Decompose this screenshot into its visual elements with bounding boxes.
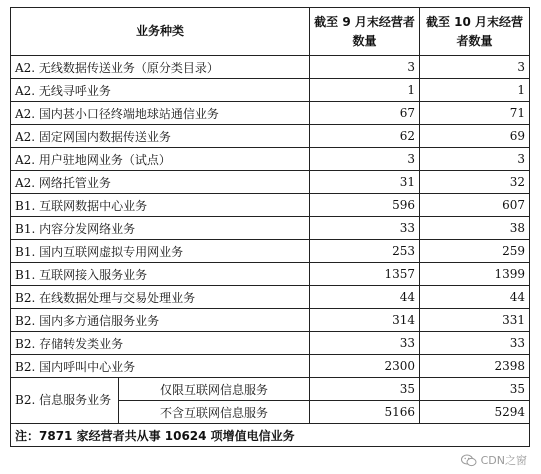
info-service-oct-count: 35 [420,378,530,401]
watermark [461,452,527,468]
table-body [11,56,530,447]
row-name: A2. 无线寻呼业务 [11,79,310,102]
row-oct-count: 1 [420,79,530,102]
row-sep-count: 1 [310,79,420,102]
row-name: A2. 无线数据传送业务（原分类目录） [11,56,310,79]
row-sep-count: 253 [310,240,420,263]
row-name: B1. 互联网数据中心业务 [11,194,310,217]
header-row [11,8,530,56]
row-name: A2. 用户驻地网业务（试点） [11,148,310,171]
table-row [11,194,530,217]
row-sep-count: 2300 [310,355,420,378]
row-name: B1. 内容分发网络业务 [11,217,310,240]
row-oct-count: 3 [420,148,530,171]
row-oct-count: 38 [420,217,530,240]
table-row [11,378,530,401]
row-sep-count: 3 [310,56,420,79]
row-sep-count: 33 [310,217,420,240]
row-sep-count: 314 [310,309,420,332]
wechat-icon [461,454,477,467]
table-row [11,148,530,171]
info-service-sep-count: 5166 [310,401,420,424]
row-oct-count: 607 [420,194,530,217]
header-category: 业务种类 [11,8,310,56]
row-oct-count: 1399 [420,263,530,286]
table-row [11,79,530,102]
row-name: B1. 互联网接入服务业务 [11,263,310,286]
info-service-oct-count: 5294 [420,401,530,424]
row-name: A2. 网络托管业务 [11,171,310,194]
row-oct-count: 32 [420,171,530,194]
row-oct-count: 2398 [420,355,530,378]
table-row [11,286,530,309]
row-oct-count: 44 [420,286,530,309]
row-sep-count: 3 [310,148,420,171]
row-name: A2. 国内甚小口径终端地球站通信业务 [11,102,310,125]
row-name: B2. 在线数据处理与交易处理业务 [11,286,310,309]
row-oct-count: 3 [420,56,530,79]
row-sep-count: 31 [310,171,420,194]
row-oct-count: 331 [420,309,530,332]
table-row [11,171,530,194]
table-row [11,217,530,240]
row-name: B2. 国内呼叫中心业务 [11,355,310,378]
table-row [11,332,530,355]
row-sep-count: 33 [310,332,420,355]
table-row [11,309,530,332]
row-sep-count: 1357 [310,263,420,286]
operators-table [10,7,530,447]
table-note: 注：7871 家经营者共从事 10624 项增值电信业务 [11,424,530,447]
row-name: B2. 国内多方通信服务业务 [11,309,310,332]
table-row [11,240,530,263]
header-october: 截至 10 月末经营者数量 [420,8,530,56]
row-oct-count: 33 [420,332,530,355]
row-name: B2. 存储转发类业务 [11,332,310,355]
info-service-sub-name: 不含互联网信息服务 [119,401,310,424]
table-row [11,125,530,148]
table-row [11,102,530,125]
table-row [11,263,530,286]
row-oct-count: 69 [420,125,530,148]
row-name: A2. 固定网国内数据传送业务 [11,125,310,148]
row-sep-count: 596 [310,194,420,217]
row-oct-count: 259 [420,240,530,263]
info-service-category: B2. 信息服务业务 [11,378,119,424]
row-sep-count: 62 [310,125,420,148]
table-row [11,56,530,79]
table-row [11,355,530,378]
info-service-sep-count: 35 [310,378,420,401]
watermark-text: CDN之窗 [480,454,527,467]
info-service-sub-name: 仅限互联网信息服务 [119,378,310,401]
row-sep-count: 67 [310,102,420,125]
header-september: 截至 9 月末经营者数量 [310,8,420,56]
note-row [11,424,530,447]
row-name: B1. 国内互联网虚拟专用网业务 [11,240,310,263]
row-oct-count: 71 [420,102,530,125]
row-sep-count: 44 [310,286,420,309]
